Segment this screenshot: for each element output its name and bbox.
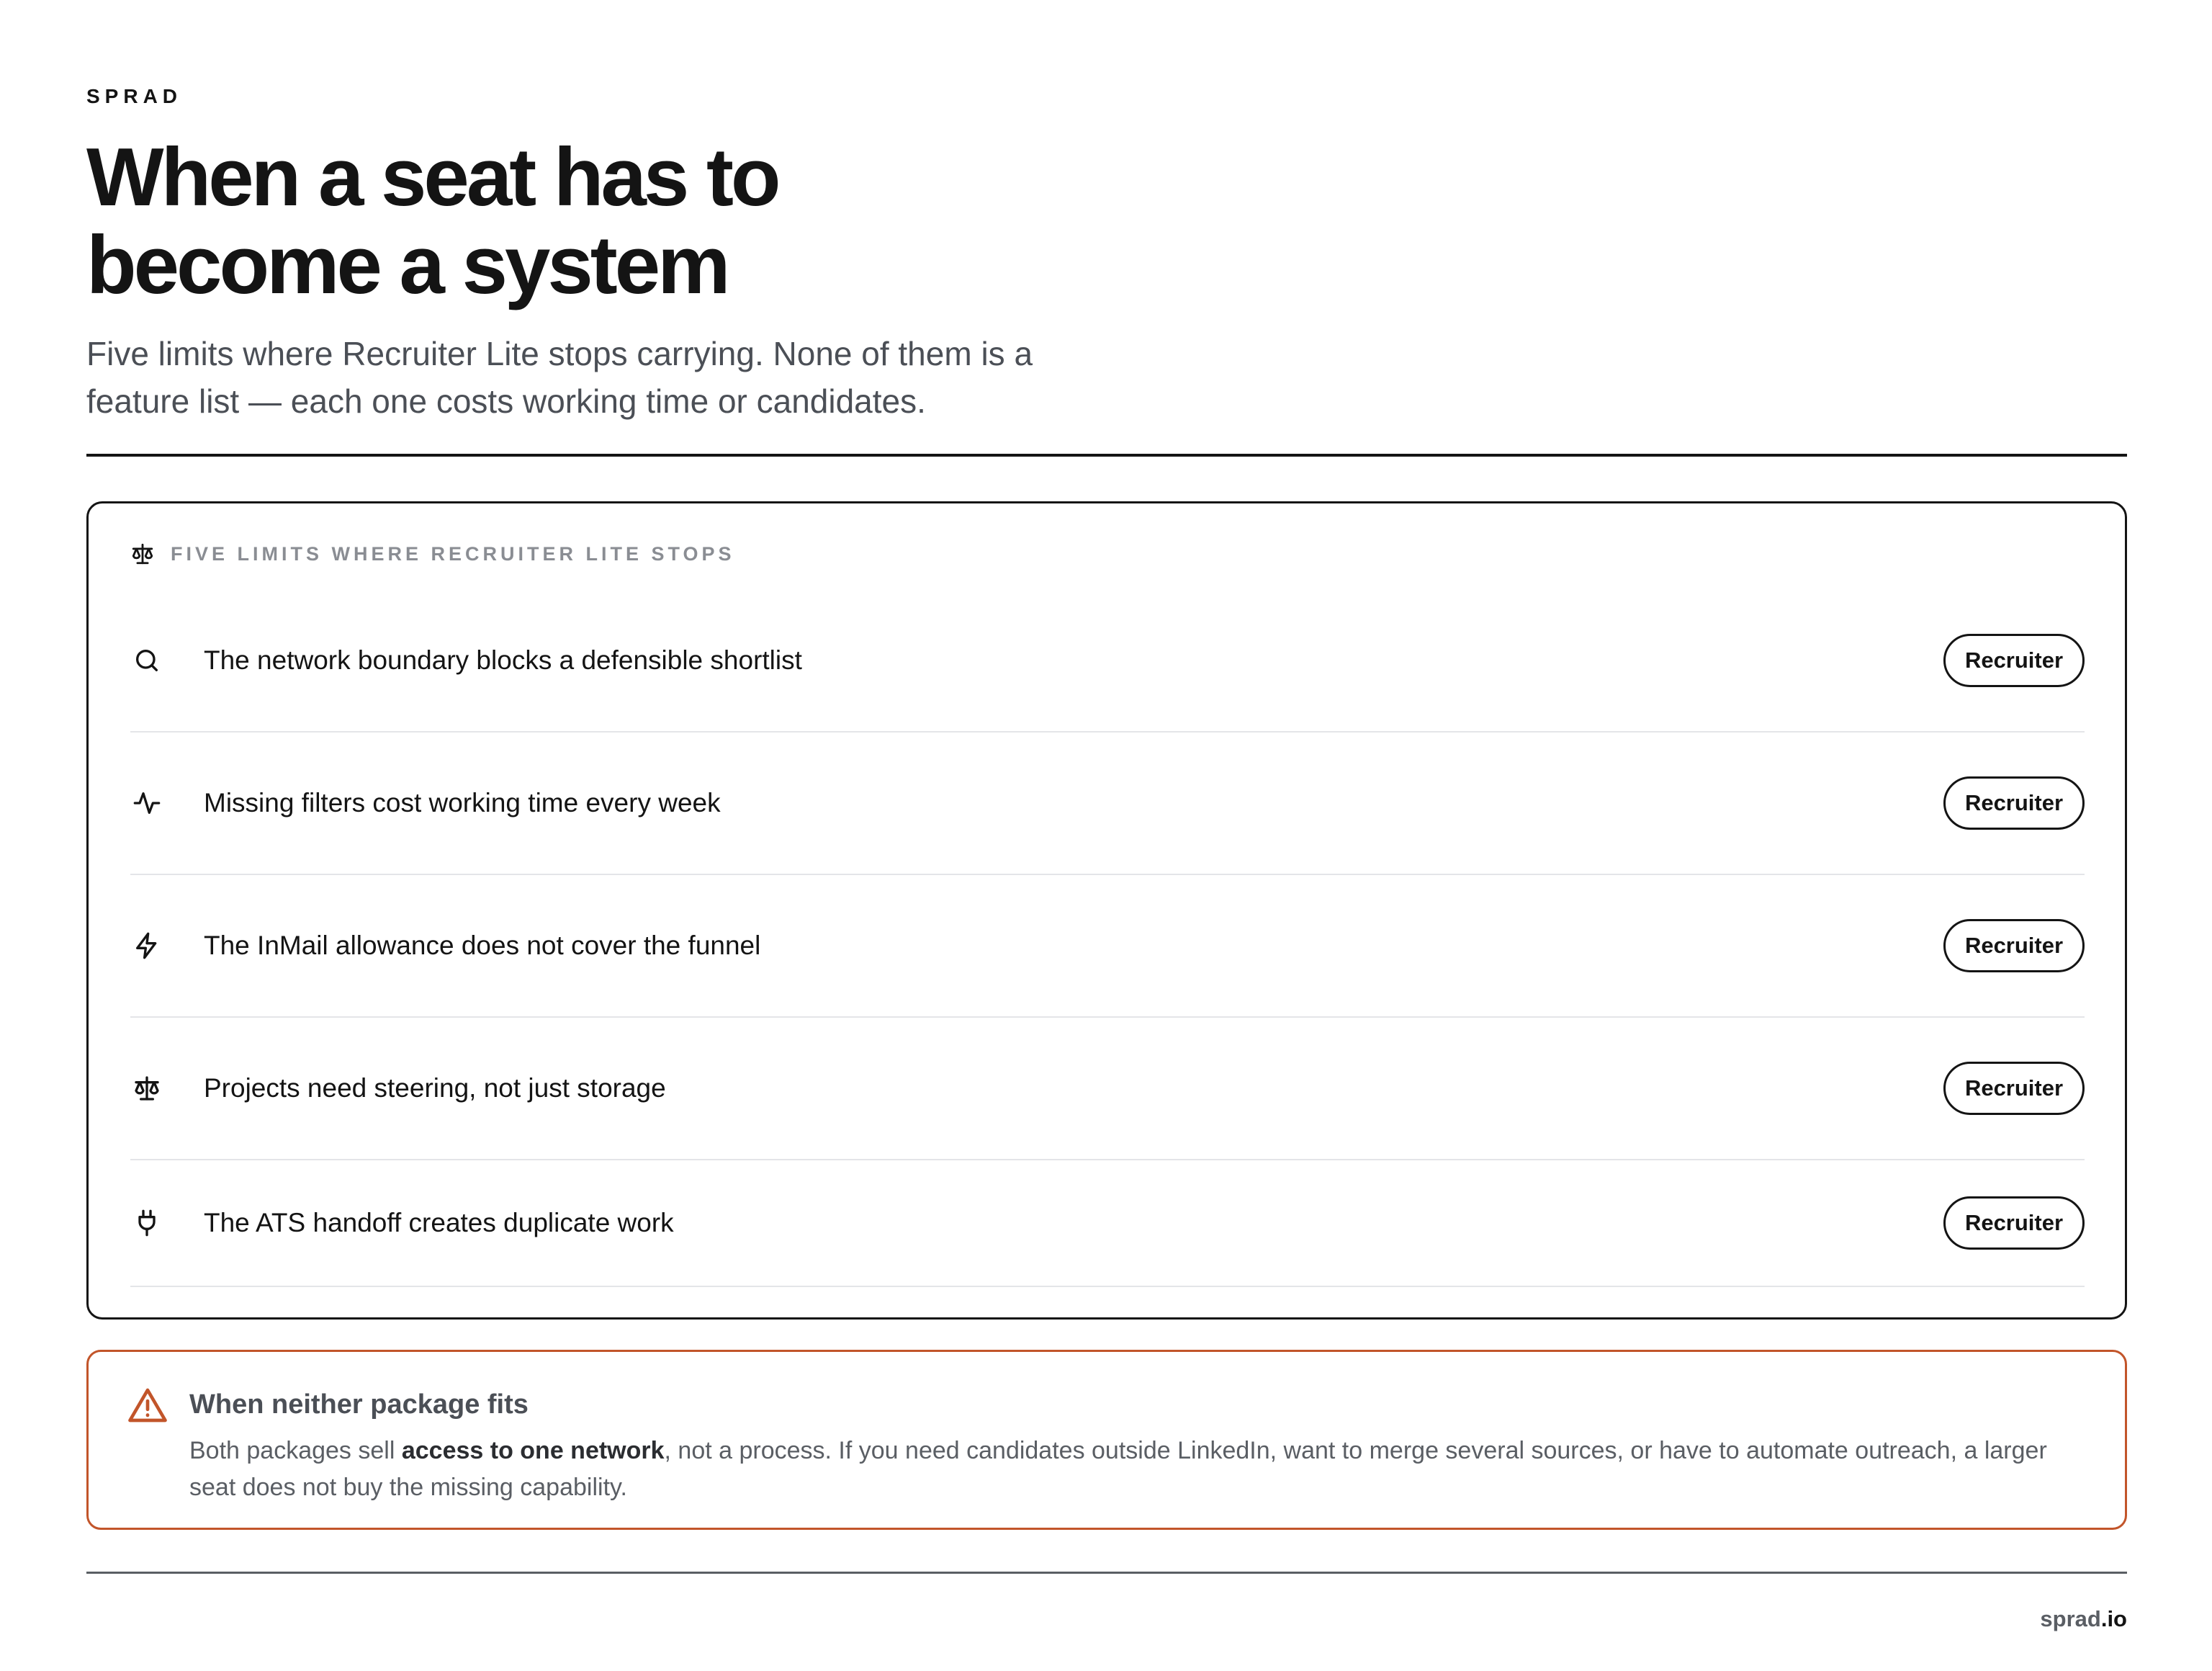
recruiter-badge-button[interactable]: Recruiter bbox=[1943, 634, 2085, 687]
limit-text: The InMail allowance does not cover the funnel bbox=[204, 931, 761, 960]
warning-body-end: , not a process. If you need candidates outside LinkedIn, want to merge several sources, or have to automate outreach, a larger seat does not buy the missing capability. bbox=[189, 1437, 2047, 1501]
warning-title: When neither package fits bbox=[189, 1389, 529, 1420]
recruiter-badge-button[interactable]: Recruiter bbox=[1943, 919, 2085, 972]
list-item bbox=[130, 875, 2085, 1018]
limits-card bbox=[86, 501, 2127, 1320]
scale-icon bbox=[130, 542, 155, 566]
limits-card-header bbox=[130, 539, 735, 568]
list-item bbox=[130, 590, 2085, 733]
list-item bbox=[130, 733, 2085, 875]
subtitle-line-1: Five limits where Recruiter Lite stops carrying. None of them is a bbox=[86, 335, 1033, 372]
limits-card-title: FIVE LIMITS WHERE RECRUITER LITE STOPS bbox=[171, 542, 735, 565]
limit-text: The ATS handoff creates duplicate work bbox=[204, 1208, 674, 1237]
page-title bbox=[86, 134, 1166, 310]
warning-callout bbox=[86, 1350, 2127, 1530]
plug-icon bbox=[130, 1206, 163, 1240]
header-divider bbox=[86, 454, 2127, 457]
limit-text: Projects need steering, not just storage bbox=[204, 1073, 666, 1103]
search-icon bbox=[130, 644, 163, 677]
recruiter-badge-button[interactable]: Recruiter bbox=[1943, 1196, 2085, 1250]
page-title-line-2: become a system bbox=[86, 220, 728, 311]
list-item bbox=[130, 1018, 2085, 1160]
footer-domain-link[interactable] bbox=[2040, 1606, 2127, 1632]
footer-divider bbox=[86, 1572, 2127, 1574]
scale-icon bbox=[130, 1072, 163, 1105]
brand-logo-text: SPRAD bbox=[86, 85, 183, 107]
warning-body bbox=[189, 1433, 2090, 1506]
subtitle-line-2: feature list — each one costs working time or candidates. bbox=[86, 382, 926, 420]
page-title-line-1: When a seat has to bbox=[86, 132, 778, 223]
zap-icon bbox=[130, 929, 163, 962]
recruiter-badge-button[interactable]: Recruiter bbox=[1943, 776, 2085, 830]
warning-body-emphasis: access to one network bbox=[401, 1437, 665, 1464]
recruiter-badge-button[interactable]: Recruiter bbox=[1943, 1062, 2085, 1115]
limit-text: Missing filters cost working time every week bbox=[204, 788, 721, 817]
limit-text: The network boundary blocks a defensible shortlist bbox=[204, 645, 802, 675]
warning-body-start: Both packages sell bbox=[189, 1437, 402, 1464]
warning-triangle-icon bbox=[127, 1386, 168, 1424]
footer-domain-name: sprad bbox=[2040, 1606, 2101, 1631]
activity-icon bbox=[130, 787, 163, 820]
list-item bbox=[130, 1160, 2085, 1287]
footer-domain-tld: .io bbox=[2100, 1606, 2127, 1631]
limits-list bbox=[130, 590, 2085, 1287]
page-subtitle bbox=[86, 330, 1238, 425]
